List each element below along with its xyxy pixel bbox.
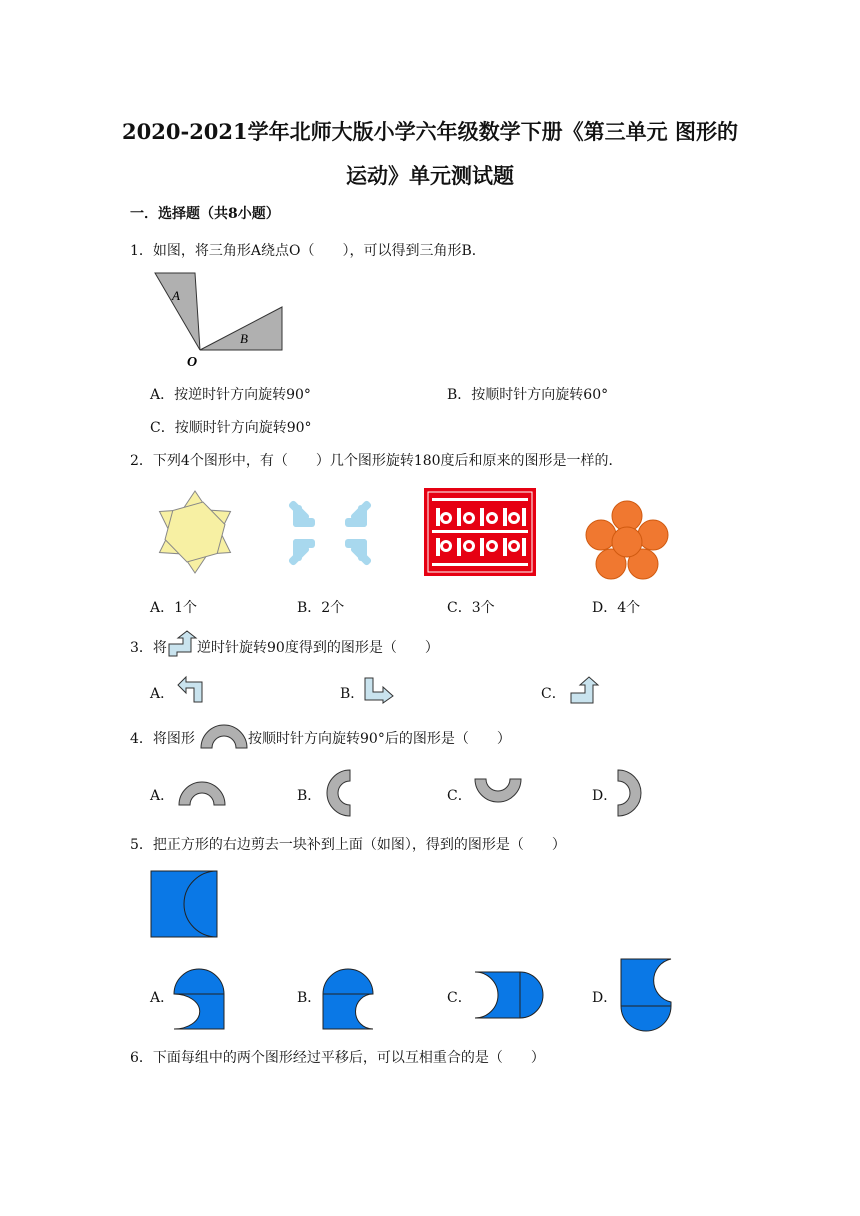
q5-option-d-shape[interactable] [620, 958, 672, 1032]
q5-option-a-shape[interactable] [173, 958, 225, 1030]
q3-stem-end: 逆时针旋转90度得到的图形是（ ） [197, 640, 439, 656]
document-title-line-1: 2020-2021学年北师大版小学六年级数学下册《第三单元 图形的 [122, 119, 738, 144]
q2-option-c[interactable]: C．3个 [447, 600, 495, 616]
q4-arch-icon [199, 721, 249, 749]
document-title-line-2: 运动》单元测试题 [346, 163, 514, 188]
q4-option-b[interactable]: B． [297, 788, 322, 804]
q5-option-c[interactable]: C． [447, 990, 472, 1006]
q5-option-d[interactable]: D． [592, 990, 618, 1006]
q1-label-a: A [172, 288, 180, 303]
q4-stem-end: 按顺时针方向旋转90°后的图形是（ ） [248, 731, 511, 747]
q2-option-d[interactable]: D．4个 [592, 600, 641, 616]
q1-stem: 1．如图，将三角形A绕点O（ ），可以得到三角形B． [130, 243, 486, 259]
q1-figure [150, 268, 290, 372]
q2-stem: 2．下列4个图形中，有（ ）几个图形旋转180度后和原来的图形是一样的． [130, 453, 623, 469]
q2-arrows-figure [287, 495, 373, 571]
section-heading: 一．选择题（共8小题） [130, 206, 280, 222]
q3-option-b[interactable]: B． [340, 686, 365, 702]
q3-bent-arrow-icon [167, 630, 197, 658]
q2-circles-figure [585, 500, 669, 580]
q5-square-figure [150, 870, 218, 938]
q5-option-b[interactable]: B． [297, 990, 322, 1006]
q1-option-b[interactable]: B．按顺时针方向旋转60° [447, 387, 609, 403]
q1-label-o: O [187, 355, 198, 370]
q1-option-a[interactable]: A．按逆时针方向旋转90° [150, 387, 311, 403]
q4-option-a[interactable]: A． [150, 788, 175, 804]
q3-stem-start: 3．将 [130, 640, 167, 656]
q3-option-c[interactable]: C． [541, 686, 566, 702]
q2-star-figure [150, 487, 240, 577]
q4-option-c-arch-icon[interactable] [473, 778, 523, 806]
q6-stem: 6．下面每组中的两个图形经过平移后，可以互相重合的是（ ） [130, 1050, 545, 1066]
q2-papercut-figure [424, 488, 536, 576]
q3-option-c-arrow-icon[interactable] [569, 675, 599, 705]
q4-option-c[interactable]: C． [447, 788, 472, 804]
q4-stem-start: 4．将图形 [130, 731, 195, 747]
q4-option-d[interactable]: D． [592, 788, 618, 804]
q3-option-a[interactable]: A． [150, 686, 175, 702]
q5-option-b-shape[interactable] [322, 958, 374, 1030]
q4-option-d-arch-icon[interactable] [617, 768, 645, 818]
q3-option-a-arrow-icon[interactable] [176, 676, 204, 704]
q2-option-a[interactable]: A．1个 [150, 600, 198, 616]
q1-option-c[interactable]: C．按顺时针方向旋转90° [150, 420, 312, 436]
q4-option-a-arch-icon[interactable] [177, 778, 227, 806]
q1-triangle-a [155, 273, 200, 350]
q5-option-a[interactable]: A． [150, 990, 175, 1006]
q4-option-b-arch-icon[interactable] [323, 768, 351, 818]
q3-option-b-arrow-icon[interactable] [363, 676, 395, 704]
q5-option-c-shape[interactable] [474, 971, 544, 1019]
q2-option-b[interactable]: B．2个 [297, 600, 345, 616]
q1-label-b: B [240, 331, 248, 346]
q5-stem: 5．把正方形的右边剪去一块补到上面（如图），得到的图形是（ ） [130, 837, 566, 853]
